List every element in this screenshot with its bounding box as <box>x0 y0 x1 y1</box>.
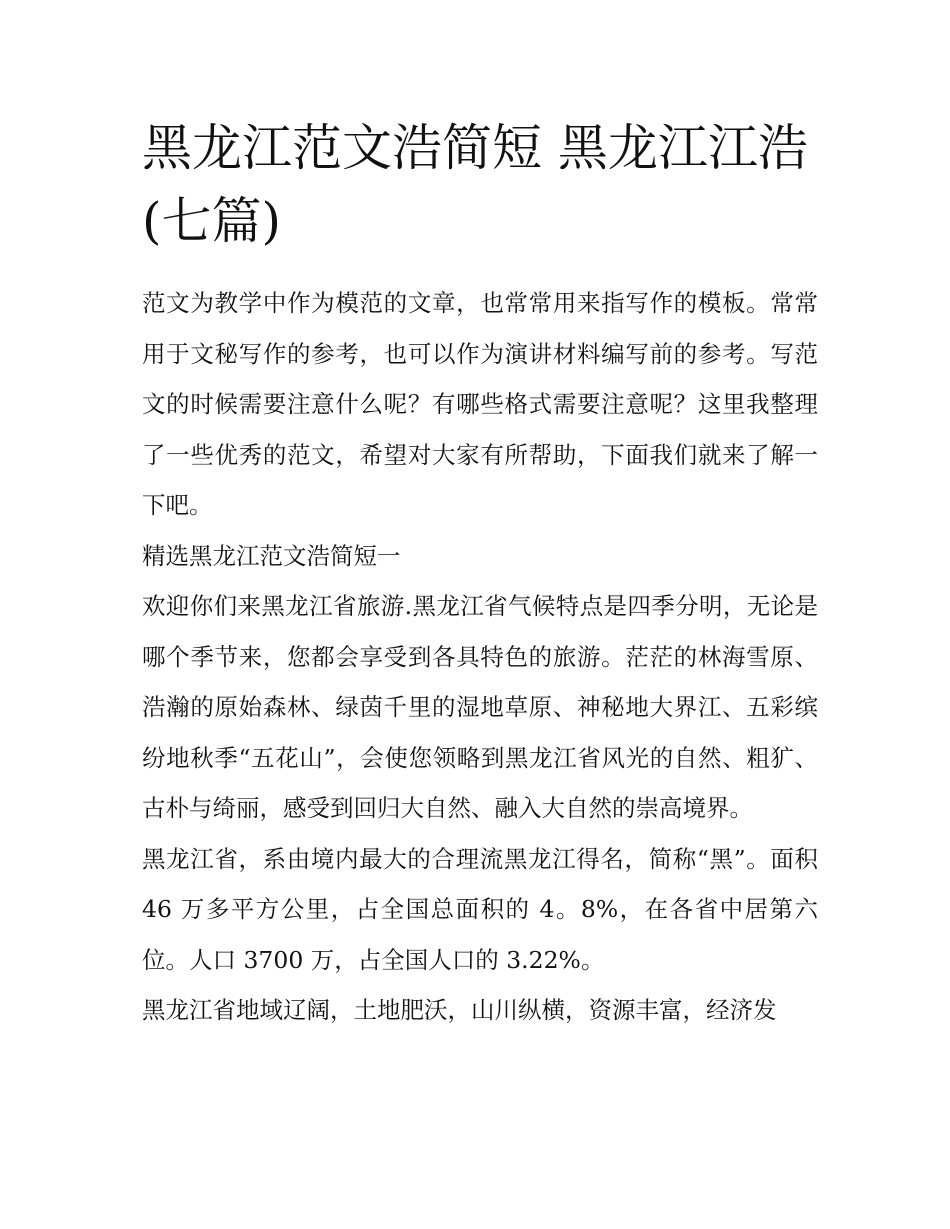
body-paragraph: 欢迎你们来黑龙江省旅游.黑龙江省气候特点是四季分明，无论是哪个季节来，您都会享受到各具特色的旅游。茫茫的林海雪原、浩瀚的原始森林、绿茵千里的湿地草原、神秘地大界江、五彩缤纷地秋季“五花山”，会使您领略到黑龙江省风光的自然、粗犷、古朴与绮丽，感受到回归大自然、融入大自然的崇高境界。 <box>142 592 818 822</box>
body-paragraph: 黑龙江省地域辽阔，土地肥沃，山川纵横，资源丰富，经济发 <box>142 996 777 1024</box>
document-title: 黑龙江范文浩简短 黑龙江江浩(七篇) <box>142 119 808 250</box>
intro-paragraph: 范文为教学中作为模范的文章，也常常用来指写作的模板。常常用于文秘写作的参考，也可以作为演讲材料编写前的参考。写范文的时候需要注意什么呢？有哪些格式需要注意呢？这里我整理了一些优秀的范文，希望对大家有所帮助，下面我们就来了解一下吧。 <box>142 289 818 519</box>
body-paragraph: 黑龙江省，系由境内最大的合理流黑龙江得名，简称“黑”。面积 46 万多平方公里，占全国总面积的 4。8%，在各省中居第六位。人口 3700 万，占全国人口的 3.22%。 <box>142 844 818 974</box>
document-body <box>142 278 818 1036</box>
document-content <box>142 112 818 1036</box>
section-heading: 精选黑龙江范文浩简短一 <box>142 541 401 570</box>
